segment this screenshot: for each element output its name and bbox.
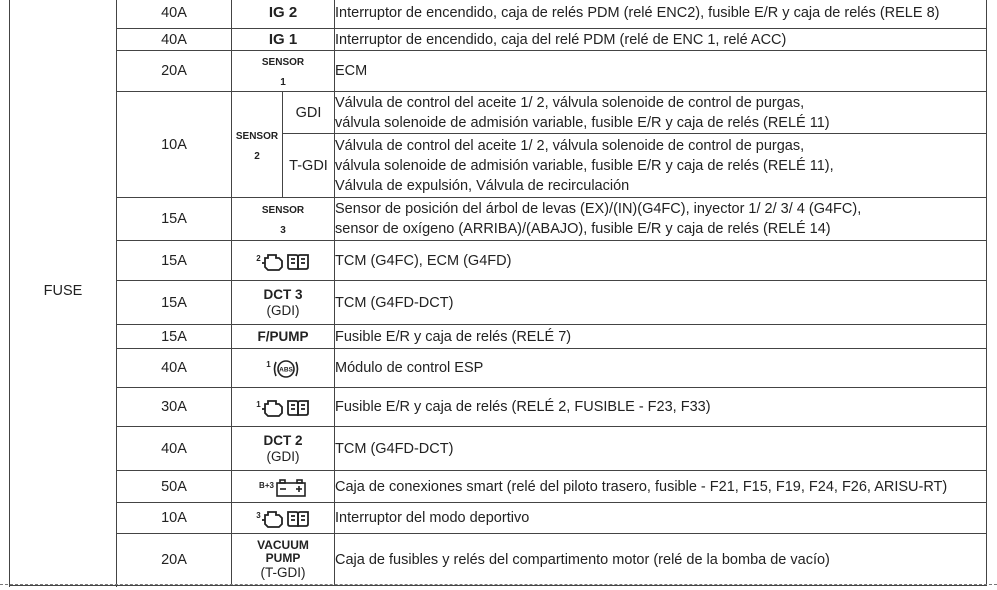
table-row <box>10 0 987 29</box>
fuse-name: IG 2 <box>268 3 298 21</box>
amperage: 15A <box>161 294 187 311</box>
table-row <box>10 241 987 281</box>
amperage-cell <box>117 281 232 325</box>
amperage-cell <box>117 471 232 503</box>
table-row <box>10 51 987 92</box>
description: Fusible E/R y caja de relés (RELÉ 7) <box>335 328 572 345</box>
description-line: Válvula de control del aceite 1/ 2, válvula solenoide de control de purgas, <box>335 137 805 154</box>
table-row <box>10 198 987 241</box>
fuse-number: 2 <box>254 150 260 162</box>
fuse-note: (GDI) <box>266 448 300 464</box>
description-cell <box>335 388 987 427</box>
amperage-cell <box>117 51 232 92</box>
amperage-cell <box>117 0 232 29</box>
description-cell <box>335 503 987 534</box>
description-cell <box>335 0 987 29</box>
amperage: 40A <box>161 4 187 21</box>
description-cell <box>335 427 987 471</box>
engine-variant-cell <box>283 92 335 134</box>
amperage: 30A <box>161 399 187 415</box>
amperage: 20A <box>161 551 187 568</box>
table-row <box>10 29 987 51</box>
description: Módulo de control ESP <box>335 360 484 376</box>
fuse-name: SENSOR <box>261 205 305 216</box>
table-row <box>10 281 987 325</box>
fuse-table <box>9 0 987 586</box>
table-row <box>10 388 987 427</box>
amperage-cell <box>117 92 232 198</box>
footnote-marker: 3 <box>256 511 261 520</box>
amperage: 50A <box>161 478 187 495</box>
description: Caja de conexiones smart (relé del piloto trasero, fusible - F21, F15, F19, F24, F26, ARISU-RT) <box>335 478 948 495</box>
fuse-note: (GDI) <box>266 302 300 318</box>
amperage-cell <box>117 503 232 534</box>
fuse-name-cell <box>232 427 335 471</box>
amperage: 15A <box>161 211 187 227</box>
amperage-cell <box>117 388 232 427</box>
fuse-symbol-cell <box>232 471 335 503</box>
description: ECM <box>335 63 368 79</box>
description-line: válvula solenoide de admisión variable, fusible E/R y caja de relés (RELÉ 11), <box>335 157 834 174</box>
description-cell <box>335 241 987 281</box>
fuse-name: SENSOR <box>261 57 305 68</box>
table-row <box>10 325 987 349</box>
amperage-cell <box>117 427 232 471</box>
table-row <box>10 427 987 471</box>
amperage-cell <box>117 325 232 349</box>
fuse-name-cell <box>232 534 335 586</box>
fuse-name-cell <box>232 0 335 29</box>
fuse-name-cell <box>232 92 283 198</box>
fuse-number: 1 <box>280 77 286 88</box>
fuse-name-cell <box>232 281 335 325</box>
fuse-name-cell <box>232 325 335 349</box>
fuse-name-line: VACUUM <box>257 537 309 552</box>
amperage-cell <box>117 198 232 241</box>
amperage: 15A <box>161 252 187 269</box>
amperage: 40A <box>161 360 187 376</box>
amperage: 40A <box>161 440 187 457</box>
fuse-symbol-cell <box>232 388 335 427</box>
description-cell <box>335 198 987 241</box>
amperage: 40A <box>161 31 187 48</box>
fuse-symbol-cell <box>232 349 335 388</box>
engine-manual-icon <box>262 508 310 530</box>
fuse-name-cell <box>232 29 335 51</box>
amperage: 10A <box>161 136 187 153</box>
description-cell <box>335 325 987 349</box>
description-cell <box>335 471 987 503</box>
fuse-note: (T-GDI) <box>260 564 306 580</box>
engine-manual-icon <box>262 397 310 419</box>
dashed-divider <box>0 584 997 585</box>
amperage: 10A <box>161 510 187 526</box>
table-row <box>10 349 987 388</box>
amperage: 15A <box>161 328 187 345</box>
description-line: válvula solenoide de admisión variable, fusible E/R y caja de relés (RELÉ 11) <box>335 114 830 131</box>
description: Interruptor de encendido, caja de relés PDM (relé ENC2), fusible E/R y caja de relés (RELE 8) <box>335 4 940 21</box>
fuse-name: SENSOR <box>235 130 279 142</box>
fuse-name-cell <box>232 51 335 92</box>
footnote-marker: B+3 <box>259 480 274 490</box>
description: TCM (G4FD-DCT) <box>335 440 454 457</box>
table-row <box>10 534 987 586</box>
footnote-marker: 1 <box>266 360 271 369</box>
footnote-marker: 2 <box>256 253 261 263</box>
description: TCM (G4FD-DCT) <box>335 294 454 311</box>
amperage-cell <box>117 349 232 388</box>
battery-icon <box>275 478 307 498</box>
description-line: Válvula de expulsión, Válvula de recirculación <box>335 177 630 194</box>
table-row <box>10 92 987 134</box>
amperage: 20A <box>161 63 187 79</box>
fuse-name: DCT 2 <box>263 432 303 448</box>
fuse-name-line: PUMP <box>265 550 301 565</box>
table-row <box>10 471 987 503</box>
description-line: Válvula de control del aceite 1/ 2, válvula solenoide de control de purgas, <box>335 94 805 111</box>
description-cell <box>335 349 987 388</box>
table-row <box>10 503 987 534</box>
description: Caja de fusibles y relés del compartimento motor (relé de la bomba de vacío) <box>335 551 830 568</box>
fuse-name: DCT 3 <box>263 286 303 302</box>
description-cell <box>335 29 987 51</box>
fuse-name: F/PUMP <box>257 328 309 344</box>
description: Interruptor del modo deportivo <box>335 510 530 526</box>
engine-variant: T-GDI <box>289 157 328 174</box>
description-cell <box>335 134 987 198</box>
fuse-name: IG 1 <box>268 30 298 48</box>
category-cell <box>10 0 117 586</box>
footnote-marker: 1 <box>256 400 261 409</box>
category-label: FUSE <box>43 283 83 299</box>
description: TCM (G4FC), ECM (G4FD) <box>335 252 512 269</box>
fuse-number: 3 <box>280 225 286 236</box>
fuse-name-cell <box>232 198 335 241</box>
fuse-symbol-cell <box>232 241 335 281</box>
description-cell <box>335 281 987 325</box>
description-cell <box>335 51 987 92</box>
abs-icon <box>272 357 300 381</box>
description-line: Sensor de posición del árbol de levas (EX)/(IN)(G4FC), inyector 1/ 2/ 3/ 4 (G4FC), <box>335 201 862 217</box>
amperage-cell <box>117 534 232 586</box>
description: Interruptor de encendido, caja del relé PDM (relé de ENC 1, relé ACC) <box>335 31 787 48</box>
abs-icon-text: ABS <box>278 366 293 374</box>
engine-variant: GDI <box>295 104 322 121</box>
engine-variant-cell <box>283 134 335 198</box>
amperage-cell <box>117 29 232 51</box>
description-line: sensor de oxígeno (ARRIBA)/(ABAJO), fusible E/R y caja de relés (RELÉ 14) <box>335 221 831 237</box>
engine-manual-icon <box>262 251 310 273</box>
description-cell <box>335 534 987 586</box>
description-cell <box>335 92 987 134</box>
description: Fusible E/R y caja de relés (RELÉ 2, FUSIBLE - F23, F33) <box>335 399 711 415</box>
amperage-cell <box>117 241 232 281</box>
fuse-symbol-cell <box>232 503 335 534</box>
